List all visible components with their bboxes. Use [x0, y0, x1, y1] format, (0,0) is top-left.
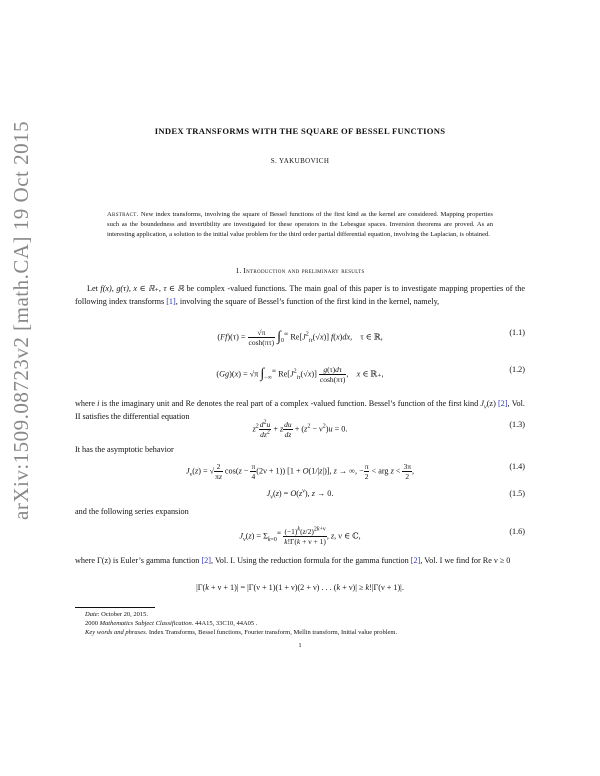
equation-body: $J_\nu(z)$ = √ $\frac{2}{\pi z}$ cos(z − $\frac{\pi}{4}$ (2ν + 1)) [1 + O(1/|z|)], z → ∞, − $\frac{\pi}{2}$ < arg z < $\frac{3\pi}{2}$ ,: [185, 462, 415, 481]
equation-body: (Gg)(x) = √π $\int_{-\infty}^\infty$ $Re[J^2_{i\tau}(√x)]$ $\frac{g(\tau)d\tau}{\cosh(\pi\tau)}$ , x ∈ ℝ₊,: [216, 365, 384, 384]
footnote-keywords: Key words and phrases. Index Transforms, Bessel functions, Fourier transform, Mellin transform, Initial value problem.: [85, 629, 398, 636]
paragraph-imaginary: where i is the imaginary unit and Re denotes the real part of a complex -valued function. Bessel’s function of the first kind $J_\nu(z)$ [2], Vol. II satisfies the differential equation: [75, 399, 525, 422]
section-heading: [0, 266, 600, 275]
equation-body: $J_\nu(z) = \Sigma_{k=0}^\infty$ $\frac{(-1)^k(z/2)^{2k+\nu}}{k!\Gamma(k + \nu + 1)}$ , z, ν ∈ ℂ,: [239, 526, 361, 546]
abstract-label: Abstract.: [107, 211, 139, 218]
paragraph-intro: Let f(x), g(τ), x ∈ ℝ₊, τ ∈ ℝ be complex -valued functions. The main goal of this paper is to investigate mapping properties of the following index transforms [1], involving the square of Bessel’s function of the first kind in the kernel, namely,: [75, 284, 525, 307]
abstract: [107, 210, 493, 241]
equation-body: $z^2$ $\frac{d^2u}{dz^2}$ + z $\frac{du}{dz}$ + $(z^2 - \nu^2)u = 0$.: [252, 419, 348, 439]
paragraph-series: and the following series expansion: [75, 507, 189, 516]
author: S. YAKUBOVICH: [270, 157, 330, 165]
citation-link[interactable]: [2]: [410, 556, 421, 565]
citation-link[interactable]: [2]: [201, 556, 211, 565]
equation-1-2: [75, 365, 525, 385]
citation-link[interactable]: [2]: [497, 399, 508, 408]
section-title: Introduction and preliminary results: [243, 266, 365, 275]
footnote-date: Date: October 20, 2015.: [85, 611, 149, 618]
section-number: 1.: [235, 266, 242, 275]
paragraph-gamma: where Γ(z) is Euler’s gamma function [2], Vol. I. Using the reduction formula for the gamma function [2], Vol. I we find for Re ν ≥ 0: [75, 556, 511, 565]
equation-gamma-bound: [75, 583, 525, 603]
paper-title: INDEX TRANSFORMS WITH THE SQUARE OF BESSEL FUNCTIONS: [154, 126, 446, 136]
equation-body: $J_\nu(z) = O(z^\nu)$, z → 0.: [266, 488, 334, 501]
equation-number: (1.5): [509, 489, 525, 498]
equation-number: (1.6): [509, 527, 525, 536]
equation-body: |Γ(k + ν + 1)| = |Γ(ν + 1)(1 + ν)(2 + ν) . . . (k + ν)| ≥ k!|Γ(ν + 1)|.: [196, 583, 404, 592]
equation-1-6: [75, 527, 525, 547]
footnote-msc: 2000 Mathematics Subject Classification. 44A15, 33C10, 44A05 .: [85, 620, 258, 627]
equation-1-1: [75, 328, 525, 348]
equation-1-4: [75, 462, 525, 482]
equation-number: (1.2): [509, 365, 525, 374]
equation-body: (Ff)(τ) = $\frac{√\pi}{\cosh(\pi\tau)}$ $\int_0^\infty$ $Re[J^2_{i\tau}(√x)]$ f(x)dx, τ ∈ ℝ,: [217, 328, 383, 347]
equation-number: (1.3): [509, 420, 525, 429]
page-number: 1: [298, 642, 302, 649]
equation-1-3: [75, 420, 525, 440]
footnote-rule: [75, 607, 155, 608]
equation-number: (1.4): [509, 462, 525, 471]
abstract-text: New index transforms, involving the square of Bessel functions of the first kind as the kernel are considered. Mapping properties such as the boundedness and invertibility are investigated for these operators in the Lebesgue spaces. Inversion theorems are proved. As an interesting application, a solution to the initial value problem for the third order partial differential equation, involving the Laplacian, is obtained.: [107, 211, 493, 239]
equation-number: (1.1): [509, 328, 525, 337]
citation-link[interactable]: [1]: [166, 297, 176, 307]
paragraph-asymptotic: It has the asymptotic behavior: [75, 445, 174, 454]
arxiv-stamp: arXiv:1509.08723v2 [math.CA] 19 Oct 2015: [9, 120, 33, 520]
